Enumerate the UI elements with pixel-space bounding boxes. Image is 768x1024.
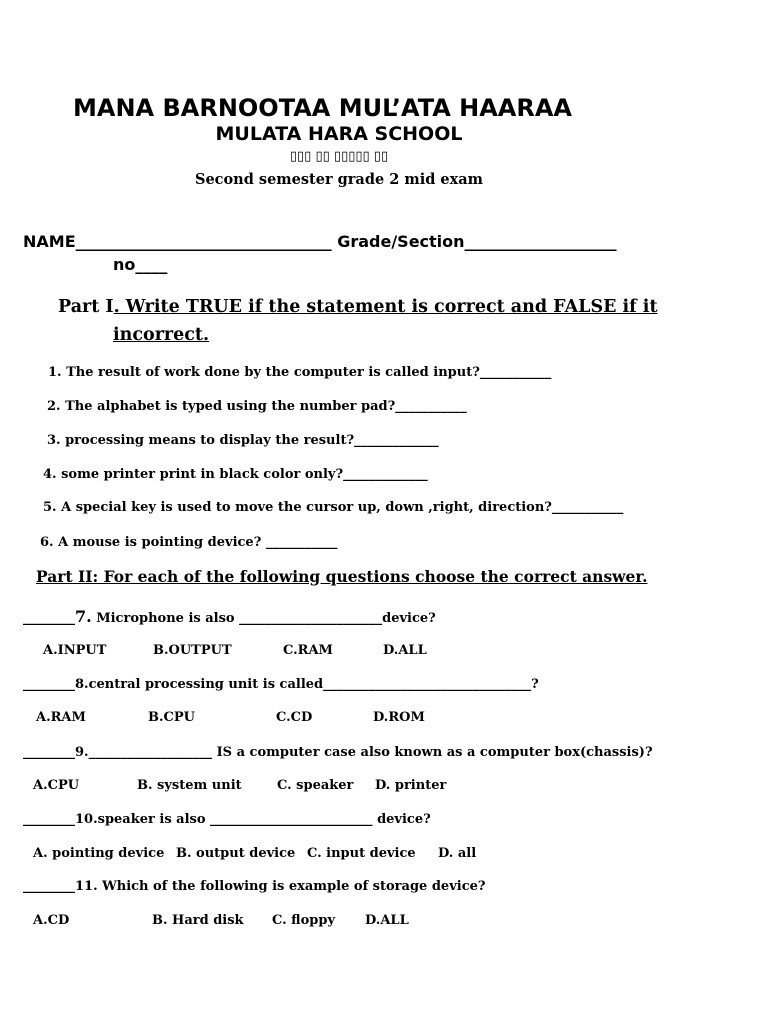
- question-text: Which of the following is example of storage device?: [97, 879, 486, 894]
- option-a: A.RAM: [36, 710, 86, 725]
- answer-blank: ________: [23, 677, 75, 692]
- option-d: D.ROM: [373, 710, 425, 725]
- question-text: Microphone is also ______________________device?: [91, 611, 436, 626]
- roll-number-line: no____: [113, 255, 168, 274]
- option-d: D. printer: [375, 778, 447, 793]
- part1-heading: [58, 297, 658, 317]
- tf-question-6: 6. A mouse is pointing device? ___________: [40, 535, 338, 550]
- option-d: D.ALL: [365, 913, 409, 928]
- question-number: 11.: [75, 879, 98, 894]
- mc-question-8: [23, 677, 539, 692]
- option-b: B. system unit: [137, 778, 242, 793]
- option-a: A.CD: [33, 913, 70, 928]
- part1-instruction: . Write TRUE if the statement is correct and FALSE if it: [113, 297, 658, 317]
- question-number: 9.: [75, 745, 89, 760]
- option-a: A. pointing device: [33, 846, 165, 861]
- school-name: MULATA HARA SCHOOL: [215, 123, 463, 145]
- option-c: C.RAM: [283, 643, 333, 658]
- answer-blank: ________: [23, 611, 75, 626]
- part2-heading: Part II: For each of the following questions choose the correct answer.: [36, 567, 648, 586]
- school-name-amharic: ▯▯▯ ▯▯ ▯▯▯▯▯ ▯▯: [289, 149, 389, 164]
- option-b: B. Hard disk: [152, 913, 244, 928]
- option-c: C. floppy: [272, 913, 336, 928]
- question-number: 10.: [75, 812, 98, 827]
- answer-blank: ________: [23, 745, 75, 760]
- tf-question-3: 3. processing means to display the result?_____________: [47, 433, 439, 448]
- mc-question-7: [23, 607, 436, 626]
- option-b: B. output device: [176, 846, 296, 861]
- option-a: A.CPU: [33, 778, 80, 793]
- answer-blank: ________: [23, 879, 75, 894]
- part1-instruction-cont: incorrect.: [113, 325, 210, 345]
- option-c: C.CD: [276, 710, 313, 725]
- question-number: 7.: [75, 607, 92, 626]
- exam-title: Second semester grade 2 mid exam: [194, 171, 484, 188]
- option-d: D.ALL: [383, 643, 427, 658]
- question-text: central processing unit is called________________________________?: [88, 677, 539, 692]
- mc-question-11: [23, 879, 486, 894]
- option-b: B.OUTPUT: [153, 643, 232, 658]
- mc-question-10: [23, 812, 431, 827]
- option-a: A.INPUT: [43, 643, 107, 658]
- tf-question-2: 2. The alphabet is typed using the number pad?___________: [47, 399, 467, 414]
- option-d: D. all: [438, 846, 477, 861]
- part1-prefix: Part I: [58, 297, 114, 317]
- option-c: C. speaker: [277, 778, 354, 793]
- tf-question-4: 4. some printer print in black color only?_____________: [43, 467, 428, 482]
- mc-question-9: [23, 745, 653, 760]
- name-grade-line: NAME________________________________ Grade/Section___________________: [23, 232, 617, 251]
- school-title-oromo: MANA BARNOOTAA MUL’ATA HAARAA: [73, 94, 572, 122]
- answer-blank: ________: [23, 812, 75, 827]
- option-b: B.CPU: [148, 710, 195, 725]
- question-number: 8.: [75, 677, 89, 692]
- option-c: C. input device: [307, 846, 416, 861]
- tf-question-5: 5. A special key is used to move the cursor up, down ,right, direction?___________: [43, 500, 624, 515]
- question-text: speaker is also _________________________ device?: [97, 812, 431, 827]
- question-text: ___________________ IS a computer case also known as a computer box(chassis)?: [88, 745, 653, 760]
- tf-question-1: 1. The result of work done by the computer is called input?___________: [48, 365, 552, 380]
